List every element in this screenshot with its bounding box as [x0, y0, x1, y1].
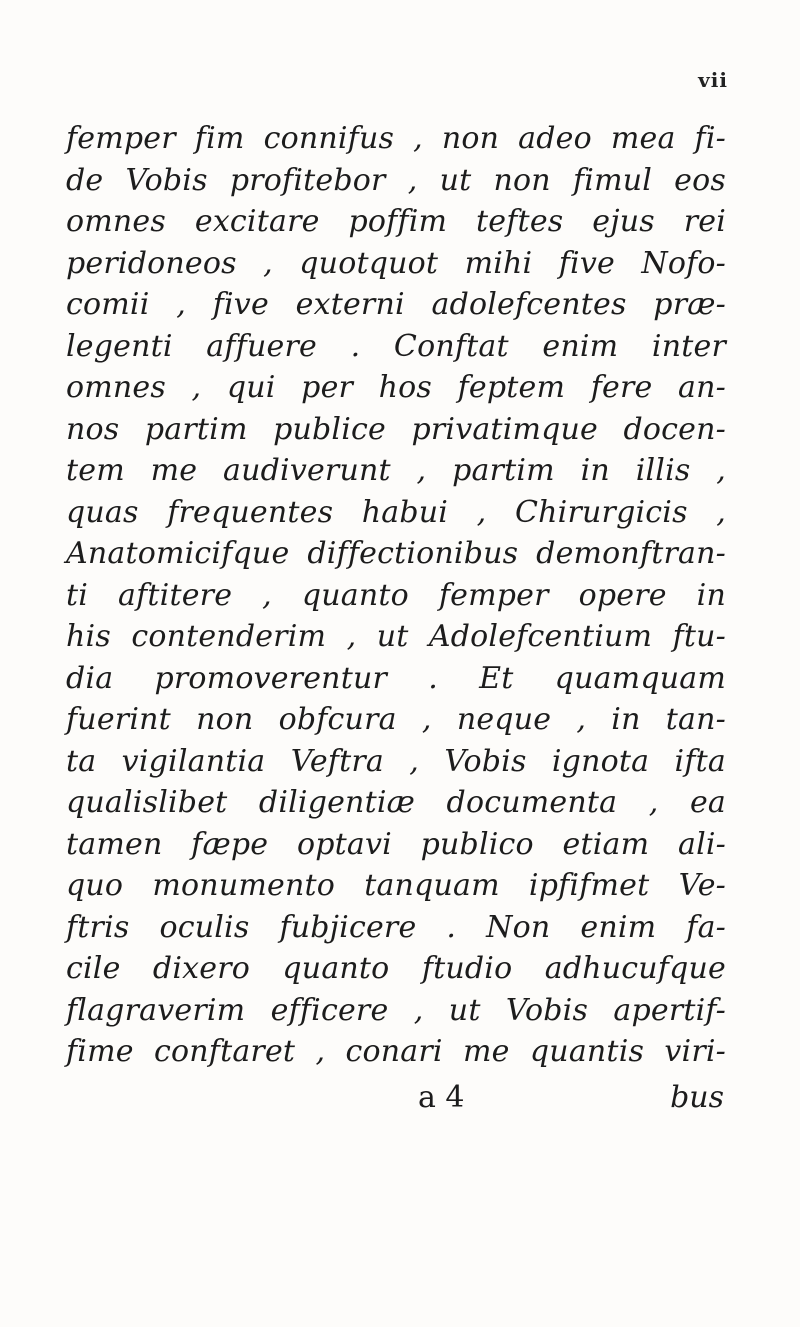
text-line: Anatomicifque diffectionibus demonftran-: [66, 536, 726, 571]
text-line: legenti affuere . Conftat enim inter: [66, 328, 726, 364]
text-line: qualislibet diligentiæ documenta , ea: [66, 785, 726, 820]
text-line: ftris oculis fubjicere . Non enim fa-: [66, 909, 726, 945]
text-line: dia promoverentur . Et quamquam: [66, 660, 726, 696]
page-footer: [0, 1080, 800, 1120]
text-line: fime conftaret , conari me quantis viri-: [66, 1034, 726, 1069]
text-line: ta vigilantia Veftra , Vobis ignota ifta: [66, 743, 726, 779]
text-line: peridoneos , quotquot mihi five Nofo-: [66, 245, 726, 281]
catchword: bus: [670, 1080, 724, 1115]
text-line: flagraverim efficere , ut Vobis apertif-: [66, 992, 726, 1028]
text-line: ti aftitere , quanto femper opere in: [66, 577, 726, 613]
text-line: nos partim publice privatimque docen-: [66, 411, 726, 447]
text-line: omnes , qui per hos feptem fere an-: [66, 370, 726, 405]
text-line: his contenderim , ut Adolefcentium ftu-: [66, 619, 726, 654]
text-line: tamen fæpe optavi publico etiam ali-: [66, 826, 726, 862]
text-line: omnes excitare poffim teftes ejus rei: [66, 204, 726, 239]
text-line: femper fim connifus , non adeo mea fi-: [66, 121, 726, 156]
text-line: de Vobis profitebor , ut non fimul eos: [66, 162, 726, 198]
text-line: fuerint non obfcura , neque , in tan-: [66, 702, 726, 737]
body-text: [66, 118, 726, 1073]
signature-mark: a 4: [418, 1080, 465, 1115]
text-line: comii , five externi adolefcentes præ-: [66, 287, 726, 322]
text-line: cile dixero quanto ftudio adhucufque: [66, 951, 726, 986]
page-number: vii: [698, 68, 728, 92]
text-line: quas frequentes habui , Chirurgicis ,: [66, 494, 726, 530]
text-line: tem me audiverunt , partim in illis ,: [66, 453, 726, 488]
text-line: quo monumento tanquam ipfifmet Ve-: [66, 868, 726, 903]
